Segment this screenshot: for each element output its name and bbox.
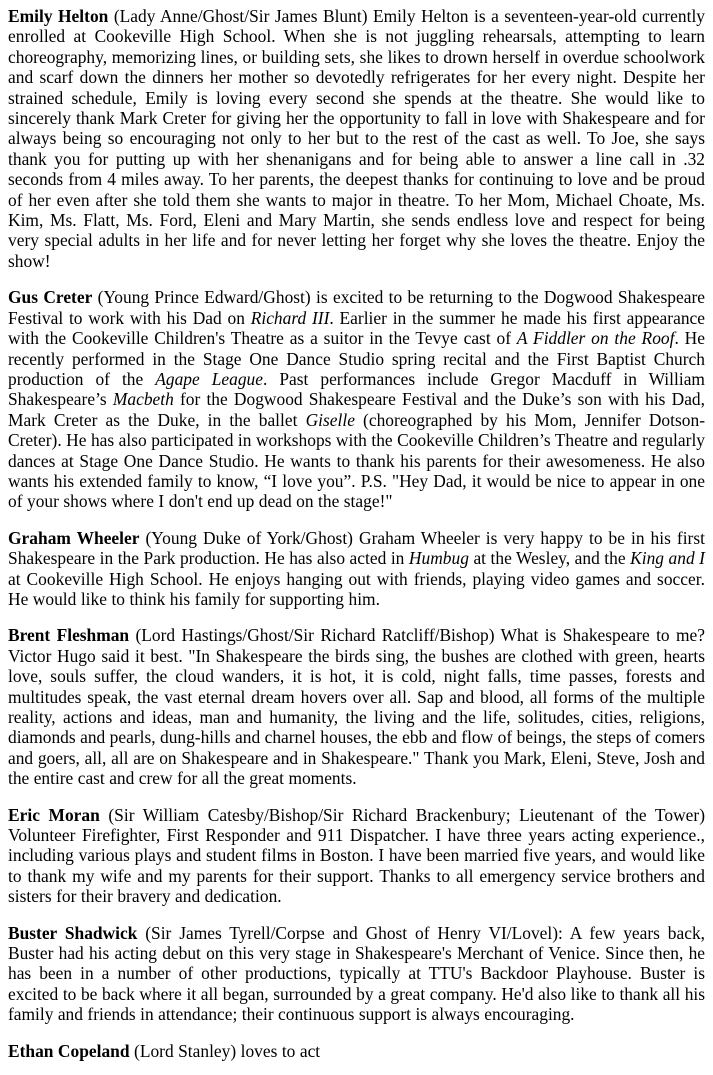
bio-text: . Past performances include Gregor Macduff in William Shakespeare’s [8, 368, 705, 410]
play-title: Giselle [305, 409, 355, 430]
bio-text: Graham Wheeler is very happy to be in his first Shakespeare in the Park production. He has also acted in [8, 527, 706, 569]
play-title: Humbug [408, 548, 469, 569]
performer-roles: (Lord Hastings/Ghost/Sir Richard Ratcliff/Bishop) [135, 625, 495, 646]
performer-name: Buster Shadwick [8, 922, 138, 943]
bio-paragraph-gus-creter [8, 287, 705, 511]
play-title: Richard III [250, 307, 330, 328]
bio-text: is excited to be returning to the Dogwood Shakespeare Festival to work with his Dad on [8, 287, 705, 328]
play-title: A Fiddler on the Roof [516, 328, 675, 349]
performer-roles: (Lord Stanley) [134, 1040, 237, 1061]
bio-text: loves to act [236, 1040, 321, 1061]
performer-name: Gus Creter [8, 287, 93, 308]
bio-paragraph-graham-wheeler [8, 528, 705, 610]
bio-text: for the Dogwood Shakespeare Festival and the Duke’s son with his Dad, Mark Creter as the Duke, in the ballet [8, 389, 705, 430]
bio-paragraph-brent-fleshman [8, 625, 705, 788]
bio-text: at Cookeville High School. He enjoys hanging out with friends, playing video games and soccer. He would like to think his family for supporting him. [8, 568, 705, 609]
performer-roles: (Lady Anne/Ghost/Sir James Blunt) [113, 6, 368, 26]
play-title: Macbeth [112, 389, 174, 410]
bio-paragraph-ethan-copeland [8, 1041, 705, 1061]
performer-roles: (Young Prince Edward/Ghost) [97, 287, 311, 308]
bio-text: . Earlier in the summer he made his first appearance with the Cookeville Children's Theatre as a suitor in the Tevye cast of [8, 307, 705, 349]
performer-name: Eric Moran [8, 804, 100, 825]
bio-paragraph-eric-moran [8, 805, 705, 907]
bio-text: (choreographed by his Mom, Jennifer Dotson-Creter). He has also participated in workshops with the Cookeville Children’s Theatre and regularly dances at Stage One Dance Studio. He wants to thank his parents for their awesomeness. He also wants his extended family to know, “I love you”. P.S. "Hey Dad, it would be nice to appear in one of your shows where I don't end up dead on the stage!" [8, 409, 706, 512]
bio-text: Volunteer Firefighter, First Responder and 911 Dispatcher. I have three years acting experience., including various plays and student films in Boston. I have been married five years, and would like to thank my wife and my parents for their support. Thanks to all emergency service brothers and sisters for their bravery and dedication. [8, 825, 705, 907]
performer-name: Brent Fleshman [8, 625, 130, 646]
bio-text: . He recently performed in the Stage One Dance Studio spring recital and the First Baptist Church production of the [8, 328, 705, 389]
play-title: Agape League [155, 368, 263, 389]
performer-roles: (Sir William Catesby/Bishop/Sir Richard Brackenbury; Lieutenant of the Tower) [108, 804, 706, 825]
performer-name: Ethan Copeland [8, 1040, 130, 1061]
bio-text: A few years back, Buster had his acting debut on this very stage in Shakespeare's Merchant of Venice. Since then, he has been in a number of other productions, typically at TTU's Backdoor Playhouse. Buster is excited to be back where it all began, surrounded by a great company. He'd also like to thank all his family and friends in attendance; their continuous support is always encouraging. [8, 922, 705, 1025]
bio-text: What is Shakespeare to me? Victor Hugo said it best. "In Shakespeare the birds sing, the bushes are clothed with green, hearts love, souls suffer, the cloud wanders, it is hot, it is cold, night falls, time passes, forests and multitudes speak, the vast eternal dream hovers over all. Sap and blood, all forms of the multiple reality, actions and ideas, man and humanity, the living and the life, solitudes, cities, religions, diamonds and pearls, dung-hills and charnel houses, the ebb and flow of beings, the steps of comers and goers, all, all are on Shakespeare and in Shakespeare." Thank you Mark, Eleni, Steve, Josh and the entire cast and crew for all the great moments. [8, 625, 705, 789]
bio-text: Emily Helton is a seventeen-year-old currently enrolled at Cookeville High School. When she is not juggling rehearsals, attempting to learn choreography, memorizing lines, or building sets, she likes to drown herself in overdue schoolwork and scarf down the dinners her mother so devotedly refrigerates for her every night. Despite her strained schedule, Emily is loving every second she spends at the theatre. She would like to sincerely thank Mark Creter for giving her the opportunity to fall in love with Shakespeare and for always being so encouraging not only to her but to the rest of the cast as well. To Joe, she says thank you for putting up with her shenanigans and for being able to answer a line call in .32 seconds from 4 miles away. To her parents, the deepest thanks for continuing to love and be proud of her even after she told them she wants to major in theatre. To her Mom, Michael Choate, Ms. Kim, Ms. Flatt, Ms. Ford, Eleni and Mary Martin, she sends endless love and respect for being very special adults in her life and for never letting her forget why she loves the theatre. Enjoy the show! [8, 6, 706, 271]
bio-paragraph-buster-shadwick [8, 923, 705, 1025]
bio-text: at the Wesley, and the [468, 548, 631, 569]
performer-name: Graham Wheeler [8, 527, 140, 548]
performer-roles: (Sir James Tyrell/Corpse and Ghost of Henry VI/Lovel): [145, 922, 563, 943]
performer-roles: (Young Duke of York/Ghost) [145, 527, 353, 548]
play-title: King and I [630, 548, 705, 569]
bio-paragraph-emily-helton [8, 6, 705, 271]
performer-name: Emily Helton [8, 6, 109, 26]
